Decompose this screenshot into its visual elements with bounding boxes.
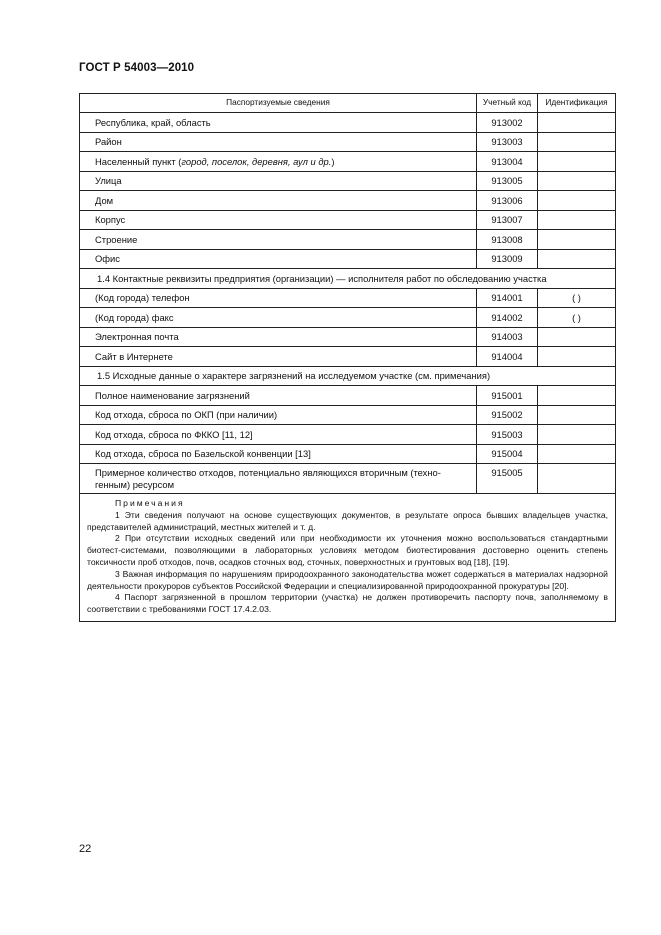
row-ident	[538, 152, 616, 172]
document-header: ГОСТ Р 54003—2010	[79, 62, 195, 74]
table-row	[80, 230, 616, 250]
row-name: Дом	[80, 191, 477, 211]
row-ident	[538, 347, 616, 367]
section-heading-row	[80, 269, 616, 289]
table-row	[80, 288, 616, 308]
row-name: Республика, край, область	[80, 113, 477, 133]
table-row	[80, 347, 616, 367]
table-row	[80, 210, 616, 230]
note-item-4: 4 Паспорт загрязненной в прошлом территории (участка) не должен противоречить паспорту почв, заполняемому в соответствии с требованиями ГОСТ 17.4.2.03.	[87, 592, 608, 615]
table-row	[80, 327, 616, 347]
row-name: Строение	[80, 230, 477, 250]
note-item-3: 3 Важная информация по нарушениям природоохранного законодательства может содержаться в материалах надзорной деятельности прокуроров субъектов Российской Федерации и специализированной природоохранной прокуратуры [20].	[87, 568, 608, 591]
table-row	[80, 464, 616, 494]
row-code: 915001	[477, 386, 538, 406]
row-name: (Код города) телефон	[80, 288, 477, 308]
table-row	[80, 444, 616, 464]
row-ident	[538, 230, 616, 250]
row-name: Электронная почта	[80, 327, 477, 347]
row-code: 913006	[477, 191, 538, 211]
table-row	[80, 171, 616, 191]
row-ident	[538, 249, 616, 269]
row-name-suffix: )	[331, 155, 335, 167]
section-heading-1-5: 1.5 Исходные данные о характере загрязнений на исследуемом участке (см. примечания)	[80, 366, 616, 386]
row-name: Улица	[80, 171, 477, 191]
row-ident	[538, 464, 616, 494]
row-code: 914003	[477, 327, 538, 347]
row-code: 913009	[477, 249, 538, 269]
row-code: 913007	[477, 210, 538, 230]
row-code: 914001	[477, 288, 538, 308]
table-row	[80, 249, 616, 269]
row-code: 913003	[477, 132, 538, 152]
row-code: 913005	[477, 171, 538, 191]
row-ident	[538, 444, 616, 464]
table-row	[80, 425, 616, 445]
table-row	[80, 405, 616, 425]
row-name: Код отхода, сброса по ОКП (при наличии)	[80, 405, 477, 425]
row-ident	[538, 327, 616, 347]
row-name-prefix: Населенный пункт (	[95, 155, 182, 167]
table-row	[80, 308, 616, 328]
notes-title: Примечания	[115, 498, 185, 508]
column-header-ident: Идентификация	[538, 94, 616, 113]
row-code: 914004	[477, 347, 538, 367]
row-name: Район	[80, 132, 477, 152]
row-name: (Код города) факс	[80, 308, 477, 328]
row-code: 913004	[477, 152, 538, 172]
row-ident: ( )	[538, 288, 616, 308]
row-name-italic: город, поселок, деревня, аул и др.	[181, 155, 332, 167]
note-item-2: 2 При отсутствии исходных сведений или при необходимости их уточнения можно воспользоваться стандартными биотест-системами, позволяющими в лабораторных условиях методом биотестирования достоверно оценить степень токсичности проб отходов, почв, осадков сточных вод, сточных, поверхностных и грунтовых вод [18], [19].	[87, 533, 608, 567]
row-code: 915003	[477, 425, 538, 445]
table-row	[80, 132, 616, 152]
row-name: Сайт в Интернете	[80, 347, 477, 367]
table-row	[80, 113, 616, 133]
row-name	[80, 152, 477, 172]
row-ident	[538, 405, 616, 425]
row-name: Код отхода, сброса по Базельской конвенции [13]	[80, 444, 477, 464]
table-row	[80, 152, 616, 172]
note-item-1: 1 Эти сведения получают на основе существующих документов, в результате опроса бывших владельцев участка, представителей администраций, местных жителей и т. д.	[87, 509, 608, 532]
row-ident	[538, 132, 616, 152]
passport-table	[79, 93, 616, 622]
row-ident	[538, 386, 616, 406]
section-heading-row	[80, 366, 616, 386]
row-ident	[538, 171, 616, 191]
row-ident: ( )	[538, 308, 616, 328]
row-code: 915005	[477, 464, 538, 494]
row-name: Корпус	[80, 210, 477, 230]
row-ident	[538, 425, 616, 445]
row-code: 913002	[477, 113, 538, 133]
row-name: Офис	[80, 249, 477, 269]
row-code: 915002	[477, 405, 538, 425]
column-header-info: Паспортизуемые сведения	[80, 94, 477, 113]
row-ident	[538, 210, 616, 230]
page-number: 22	[79, 843, 92, 855]
column-header-code: Учетный код	[477, 94, 538, 113]
row-name: Примерное количество отходов, потенциально являющихся вторичным (техно-генным) ресурсом	[80, 464, 477, 494]
notes-row	[80, 494, 616, 622]
row-code: 914002	[477, 308, 538, 328]
row-code: 915004	[477, 444, 538, 464]
table-header-row	[80, 94, 616, 113]
section-heading-1-4: 1.4 Контактные реквизиты предприятия (организации) — исполнителя работ по обследованию участка	[80, 269, 616, 289]
row-ident	[538, 191, 616, 211]
row-name: Код отхода, сброса по ФККО [11, 12]	[80, 425, 477, 445]
table-row	[80, 386, 616, 406]
table-row	[80, 191, 616, 211]
row-name: Полное наименование загрязнений	[80, 386, 477, 406]
notes-cell	[80, 494, 616, 622]
row-ident	[538, 113, 616, 133]
row-code: 913008	[477, 230, 538, 250]
